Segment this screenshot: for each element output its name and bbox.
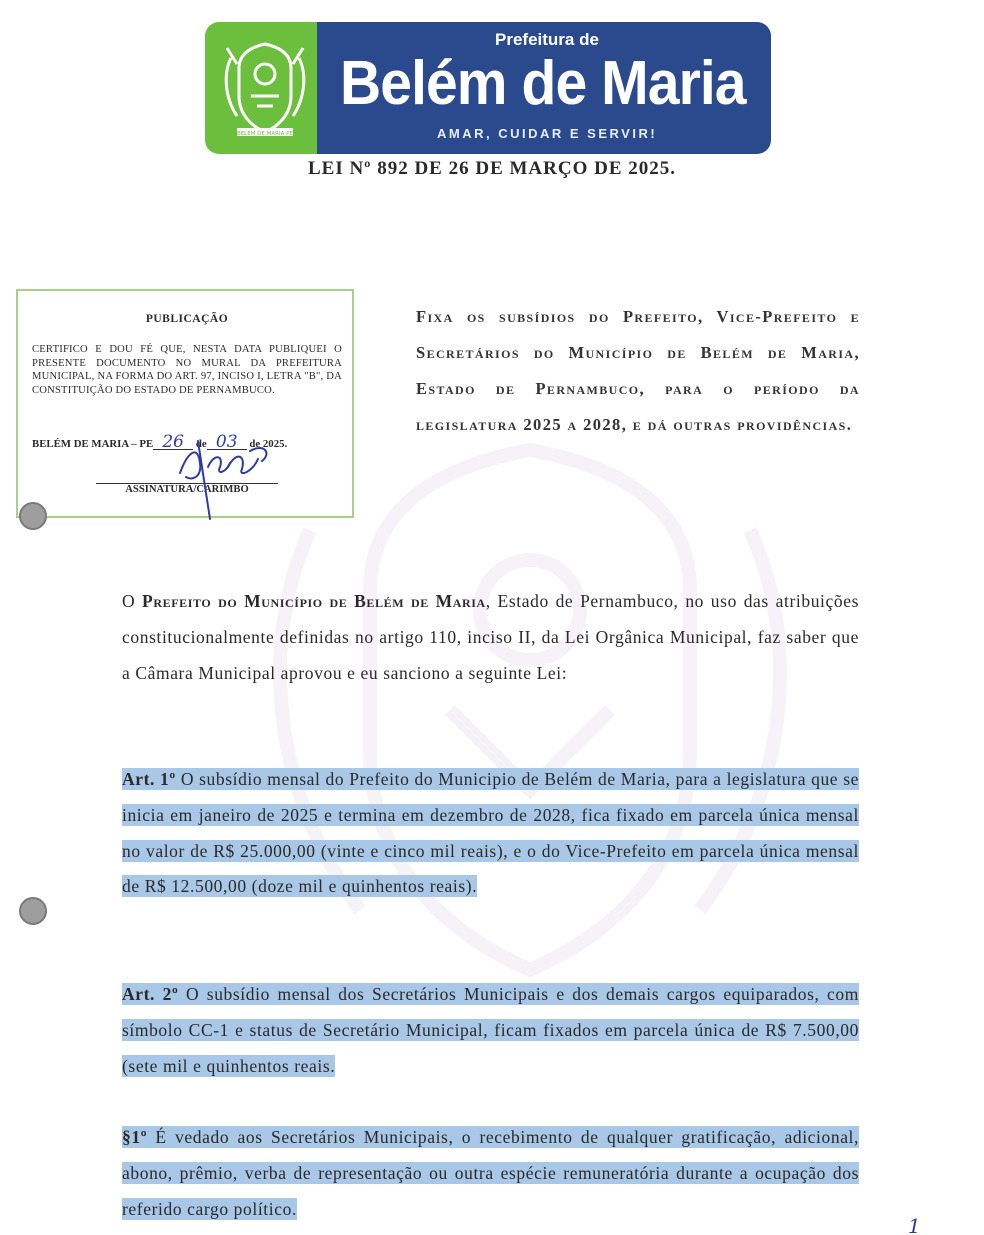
city-name: Belém de Maria [340, 49, 746, 118]
paragraph-1-text: É vedado aos Secretários Municipais, o recebimento de qualquer gratificação, adicional, abono, prêmio, verba de representação ou outra espécie remuneratória durante a ocupação dos referido cargo político. [122, 1127, 859, 1219]
city-slogan: AMAR, CUIDAR E SERVIR! [437, 126, 658, 141]
article-1-label: Art. 1º [122, 769, 176, 789]
law-summary-text: Fixa os subsídios do Prefeito, Vice-Prefeito e Secretários do Município de Belém de Maria, Estado de Pernambuco, para o período da legislatura 2025 a 2028, e dá outras providências. [416, 307, 860, 434]
city-crest-icon [217, 34, 313, 142]
article-2-text: O subsídio mensal dos Secretários Municipais e dos demais cargos equiparados, com símbolo CC-1 e status de Secretário Municipal, ficam fixados em parcela única de R$ 7.500,00 (sete mil e quinhentos reais. [122, 984, 859, 1076]
signature-label: ASSINATURA/CARIMBO [125, 484, 249, 495]
prefeitura-label: Prefeitura de [495, 30, 599, 49]
stamp-de: de [195, 438, 207, 450]
stamp-year: de 2025. [249, 438, 288, 450]
stamp-title: PUBLICAÇÃO [145, 313, 229, 325]
law-title: LEI Nº 892 DE 26 DE MARÇO DE 2025. [307, 158, 677, 179]
article-2 [122, 977, 859, 1084]
article-1-text: O subsídio mensal do Prefeito do Municipio de Belém de Maria, para a legislatura que se inicia em janeiro de 2025 e termina em dezembro de 2028, fica fixado em parcela única mensal no valor de R$ 25.000,00 (vinte e cinco mil reais), e o do Vice-Prefeito em parcela única mensal de R$ 12.500,00 (doze mil e quinhentos reais). [122, 769, 859, 897]
stamp-day: 26 [153, 435, 193, 450]
header-logo-banner [205, 22, 771, 154]
preamble-paragraph [122, 584, 859, 691]
paragraph-1-label: §1º [122, 1127, 148, 1147]
punch-hole-top [19, 502, 47, 530]
stamp-certification-text: CERTIFICO E DOU FÉ QUE, NESTA DATA PUBLIQUEI O PRESENTE DOCUMENTO NO MURAL DA PREFEITURA MUNICIPAL, NA FORMA DO ART. 97, INCISO I, LETRA "B", DA CONSTITUIÇÃO DO ESTADO DE PERNAMBUCO. [32, 344, 342, 396]
page-initial-mark: 1 [908, 1214, 921, 1235]
article-2-label: Art. 2º [122, 984, 179, 1004]
preamble-authority: Prefeito do Município de Belém de Maria [142, 591, 486, 611]
stamp-month: 03 [207, 435, 247, 450]
crest-text: BELÉM DE MARIA-PE [236, 131, 294, 137]
paragraph-1 [122, 1120, 859, 1227]
preamble-prefix: O [122, 591, 136, 611]
stamp-date-prefix: BELÉM DE MARIA – PE [32, 438, 154, 450]
publication-stamp [16, 289, 354, 518]
preamble-rest: , Estado de Pernambuco, no uso das atribuições constitucionalmente definidas no artigo 110, inciso II, da Lei Orgânica Municipal, faz saber que a Câmara Municipal aprovou e eu sanciono a seguinte Lei: [122, 591, 860, 683]
handwritten-signature-icon [168, 433, 278, 523]
article-1 [122, 762, 859, 905]
law-summary [416, 299, 860, 443]
punch-hole-bottom [19, 897, 47, 925]
